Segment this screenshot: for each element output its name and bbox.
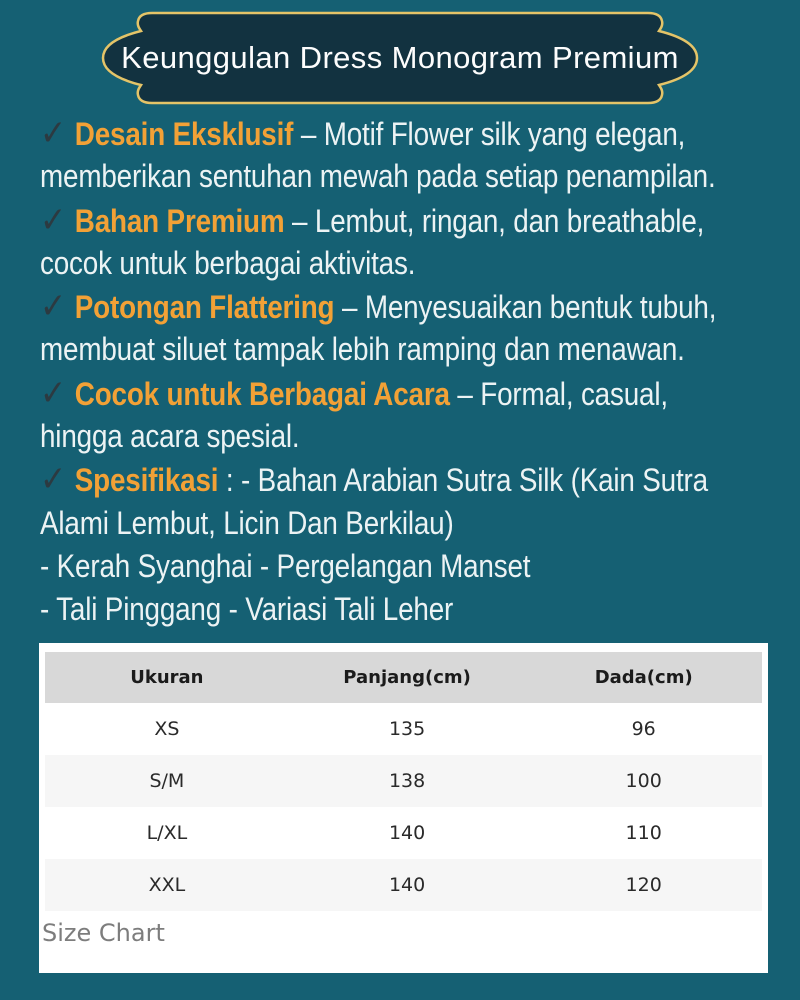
feature-text: cocok untuk berbagai aktivitas. bbox=[40, 244, 416, 281]
feature-line bbox=[40, 588, 788, 631]
feature-text: : - Bahan Arabian Sutra Silk (Kain Sutra bbox=[218, 462, 708, 499]
feature-title: Bahan Premium bbox=[74, 202, 285, 239]
checkmark-icon: ✓ bbox=[40, 372, 67, 414]
feature-line bbox=[40, 242, 788, 285]
table-row bbox=[45, 755, 762, 807]
feature-text: - Kerah Syanghai - Pergelangan Manset bbox=[40, 547, 531, 584]
feature-title: Desain Eksklusif bbox=[74, 116, 294, 152]
feature-line bbox=[40, 502, 788, 545]
size-chart-caption: Size Chart bbox=[42, 919, 165, 947]
column-header-panjang: Panjang(cm) bbox=[289, 652, 526, 703]
feature-text: – Motif Flower silk yang elegan, bbox=[293, 116, 686, 152]
table-row bbox=[45, 703, 762, 755]
size-table bbox=[45, 652, 762, 911]
page-title: Keunggulan Dress Monogram Premium bbox=[121, 40, 679, 75]
feature-text: Alami Lembut, Licin Dan Berkilau) bbox=[40, 504, 454, 541]
size-cell: L/XL bbox=[146, 822, 188, 844]
checkmark-icon: ✓ bbox=[40, 286, 67, 328]
feature-text: – Menyesuaikan bentuk tubuh, bbox=[334, 289, 717, 326]
feature-text: – Formal, casual, bbox=[449, 375, 668, 412]
chest-cell: 120 bbox=[525, 859, 762, 911]
feature-line bbox=[40, 328, 788, 371]
feature-text: hingga acara spesial. bbox=[40, 418, 300, 455]
feature-text: - Tali Pinggang - Variasi Tali Leher bbox=[40, 591, 454, 628]
feature-line bbox=[40, 155, 788, 198]
feature-text: – Lembut, ringan, dan breathable, bbox=[284, 202, 705, 239]
length-cell: 135 bbox=[388, 718, 426, 740]
feature-title: Potongan Flattering bbox=[74, 289, 335, 326]
length-cell: 138 bbox=[289, 755, 526, 807]
column-header-ukuran: Ukuran bbox=[45, 652, 289, 703]
feature-text: memberikan sentuhan mewah pada setiap penampilan. bbox=[40, 158, 716, 195]
feature-title: Cocok untuk Berbagai Acara bbox=[74, 375, 450, 412]
size-cell: S/M bbox=[45, 755, 289, 807]
checkmark-icon: ✓ bbox=[40, 113, 67, 154]
feature-title: Spesifikasi bbox=[74, 462, 219, 499]
chest-cell: 110 bbox=[625, 822, 662, 844]
feature-line bbox=[40, 112, 788, 155]
table-row bbox=[45, 807, 762, 859]
feature-line bbox=[40, 545, 788, 588]
header-badge bbox=[95, 8, 705, 108]
feature-line bbox=[40, 415, 788, 458]
feature-line bbox=[40, 285, 788, 328]
length-cell: 140 bbox=[289, 859, 526, 911]
size-cell: XXL bbox=[45, 859, 289, 911]
length-cell: 140 bbox=[388, 822, 426, 844]
feature-line bbox=[40, 199, 788, 242]
column-header-dada: Dada(cm) bbox=[525, 652, 762, 703]
feature-text: membuat siluet tampak lebih ramping dan menawan. bbox=[40, 331, 685, 368]
feature-list bbox=[40, 112, 788, 632]
feature-line bbox=[40, 372, 788, 415]
size-cell: XS bbox=[154, 718, 180, 740]
checkmark-icon: ✓ bbox=[40, 459, 67, 501]
table-row bbox=[45, 859, 762, 911]
feature-line bbox=[40, 458, 788, 501]
checkmark-icon: ✓ bbox=[40, 199, 67, 241]
size-table-header-row bbox=[45, 652, 762, 703]
chest-cell: 100 bbox=[525, 755, 762, 807]
size-chart-panel bbox=[39, 643, 768, 973]
chest-cell: 96 bbox=[631, 718, 656, 740]
